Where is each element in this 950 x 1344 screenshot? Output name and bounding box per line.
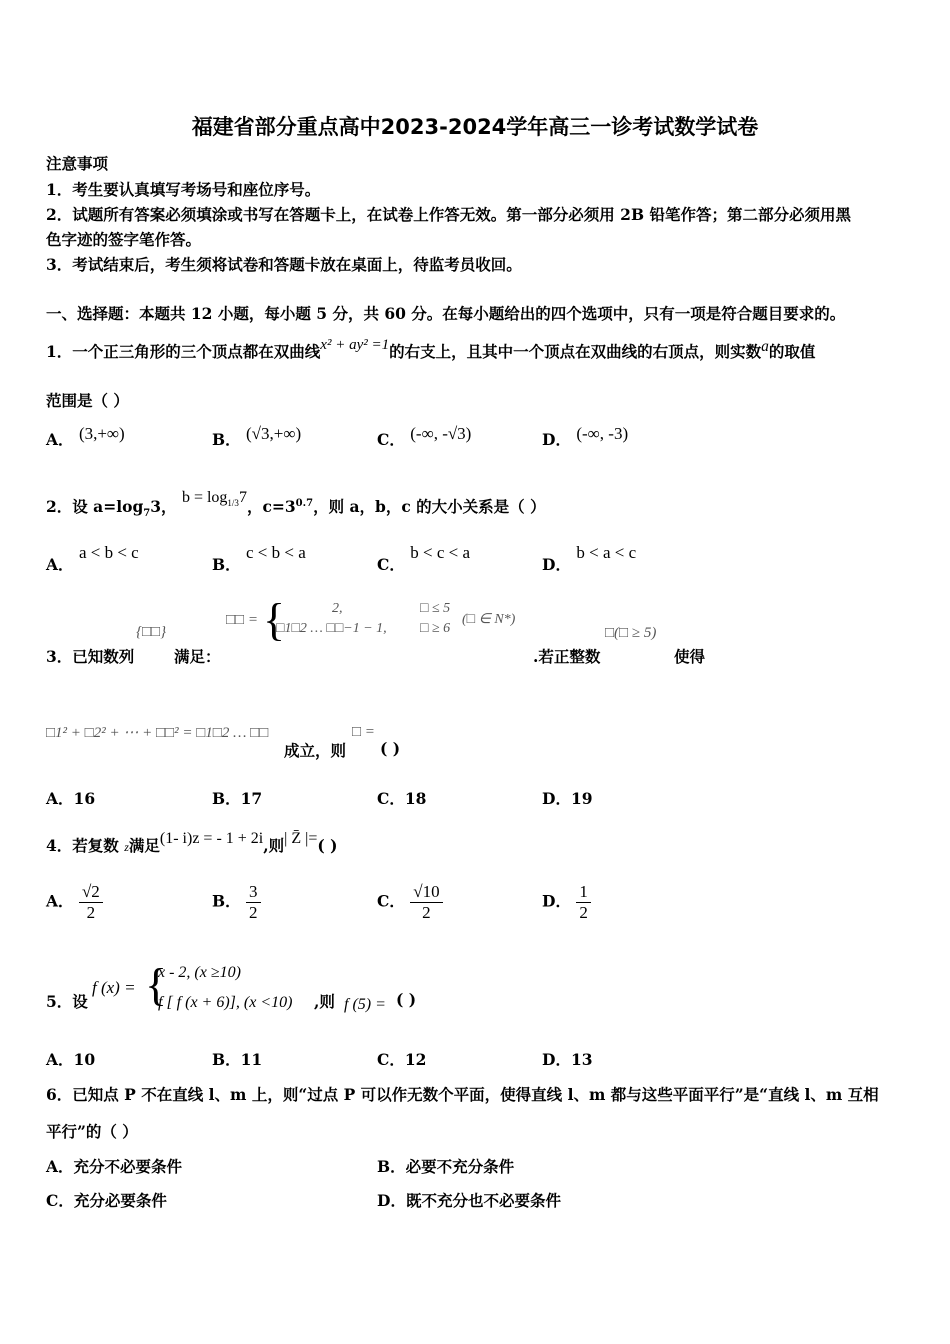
q1-text: 1．一个正三角形的三个顶点都在双曲线 bbox=[46, 342, 321, 361]
option-a[interactable]: A． $\frac{√2}{2}$ bbox=[46, 882, 103, 923]
q3-domain: (□ ∈ N*) bbox=[462, 612, 516, 627]
q1-text: 的取值 bbox=[768, 342, 816, 361]
q2-text: 3， bbox=[150, 497, 177, 516]
q4-equation: (1- i)z = - 1 + 2i bbox=[159, 830, 264, 847]
q3-text: 成立，则 bbox=[284, 741, 347, 760]
q2-text: 2．设 a=log bbox=[46, 497, 144, 516]
brace-icon: { bbox=[145, 959, 168, 1010]
q4-bracket: ( ) bbox=[317, 836, 338, 855]
option-a[interactable]: A．10 bbox=[46, 1050, 96, 1069]
option-c[interactable]: C．12 bbox=[377, 1050, 427, 1069]
q4-text: ,则 bbox=[263, 836, 285, 855]
option-d[interactable]: D．19 bbox=[542, 789, 593, 808]
q4-text: 4．若复数 bbox=[46, 836, 119, 855]
q3-text: .若正整数 bbox=[533, 647, 601, 666]
q1-text: 范围是（ ） bbox=[46, 391, 129, 410]
option-c[interactable]: C．18 bbox=[377, 789, 427, 808]
brace-icon: { bbox=[263, 594, 286, 645]
q5-bracket: ( ) bbox=[396, 990, 417, 1009]
option-b[interactable]: B．11 bbox=[212, 1050, 263, 1069]
q3-text: 使得 bbox=[674, 647, 706, 666]
option-b[interactable]: B． $\frac{3}{2}$ bbox=[212, 882, 261, 923]
q3-text: 满足： bbox=[174, 647, 221, 666]
q4-text: 满足 bbox=[128, 836, 160, 855]
option-b[interactable]: B．必要不充分条件 bbox=[377, 1157, 515, 1176]
q5-text: 5．设 bbox=[46, 992, 88, 1011]
option-c[interactable]: C．充分必要条件 bbox=[46, 1191, 167, 1210]
q2-text: ，c=3 bbox=[246, 497, 296, 516]
q3-bracket: ( ) bbox=[380, 739, 401, 758]
q5-f5: f (5) = bbox=[344, 996, 386, 1013]
option-b[interactable]: B． c < b < a bbox=[212, 543, 306, 574]
q3-k-eq: □ = bbox=[352, 724, 375, 740]
option-c[interactable]: C． b < c < a bbox=[377, 543, 471, 574]
option-a[interactable]: A． (3,+∞) bbox=[46, 424, 125, 449]
q3-seq: {□□} bbox=[136, 624, 167, 640]
q5-case1: x - 2, (x ≥10) bbox=[158, 964, 241, 981]
q5-case2: f [ f (x + 6)], (x <10) bbox=[158, 994, 293, 1011]
option-c[interactable]: C． (-∞, -√3) bbox=[377, 424, 472, 449]
note-item: 2．试题所有答案必须填涂或书写在答题卡上，在试卷上作答无效。第一部分必须用 2B 铅笔作答；第二部分必须用黑 bbox=[46, 205, 851, 224]
q4-abs: | Z̄ |= bbox=[284, 830, 318, 847]
option-c[interactable]: C． $\frac{√10}{2}$ bbox=[377, 882, 443, 923]
q3-case1-cond: □ ≤ 5 bbox=[420, 601, 451, 616]
q3-def-lhs: □□ = bbox=[226, 612, 258, 628]
notes-heading: 注意事项 bbox=[46, 154, 109, 173]
option-d[interactable]: D． (-∞, -3) bbox=[542, 424, 629, 449]
q3-case2-cond: □ ≥ 6 bbox=[420, 621, 451, 636]
q5-fx: f (x) = bbox=[92, 978, 136, 997]
option-b[interactable]: B．17 bbox=[212, 789, 263, 808]
q2-exponent: 0.7 bbox=[295, 497, 314, 509]
option-b[interactable]: B． (√3,+∞) bbox=[212, 424, 302, 449]
note-item: 3．考试结束后，考生须将试卷和答题卡放在桌面上，待监考员收回。 bbox=[46, 255, 522, 274]
q1-var: a bbox=[761, 338, 769, 355]
q6-text: 6．已知点 P 不在直线 l、m 上，则“过点 P 可以作无数个平面，使得直线 l、m 都与这些平面平行”是“直线 l、m 互相 bbox=[46, 1085, 879, 1104]
option-d[interactable]: D．13 bbox=[542, 1050, 593, 1069]
q2-subscript: 7 bbox=[143, 508, 151, 520]
option-a[interactable]: A．充分不必要条件 bbox=[46, 1157, 183, 1176]
q1-formula: x² + ay² =1 bbox=[320, 337, 390, 353]
section-heading: 一、选择题：本题共 12 小题，每小题 5 分，共 60 分。在每小题给出的四个选项中，只有一项是符合题目要求的。 bbox=[46, 304, 846, 323]
q4-var: z bbox=[124, 840, 129, 854]
q5-text: ,则 bbox=[314, 992, 335, 1011]
option-d[interactable]: D． b < a < c bbox=[542, 543, 637, 574]
q1-text: 的右支上，且其中一个顶点在双曲线的右顶点，则实数 bbox=[389, 342, 762, 361]
q6-text: 平行”的（ ） bbox=[46, 1122, 138, 1141]
q3-case1: 2, bbox=[332, 601, 343, 616]
option-d[interactable]: D． $\frac{1}{2}$ bbox=[542, 882, 591, 923]
q3-case2: □1□2 … □□−1 − 1, bbox=[276, 621, 387, 636]
option-a[interactable]: A．16 bbox=[46, 789, 96, 808]
q3-text: 3．已知数列 bbox=[46, 647, 135, 666]
q3-k-cond: □(□ ≥ 5) bbox=[605, 625, 657, 641]
note-item: 1．考生要认真填写考场号和座位序号。 bbox=[46, 180, 321, 199]
q2-b-expr: $b = \log_{1/3}7$ bbox=[181, 489, 247, 509]
option-a[interactable]: A． a < b < c bbox=[46, 543, 139, 574]
option-d[interactable]: D．既不充分也不必要条件 bbox=[377, 1191, 561, 1210]
page-title: 福建省部分重点高中2023-2024学年高三一诊考试数学试卷 bbox=[191, 115, 759, 139]
q2-text: ，则 a，b，c 的大小关系是（ ） bbox=[313, 497, 546, 516]
note-item: 色字迹的签字笔作答。 bbox=[46, 230, 202, 249]
q3-equation: □1² + □2² + ⋯ + □□² = □1□2 … □□ bbox=[46, 725, 269, 741]
